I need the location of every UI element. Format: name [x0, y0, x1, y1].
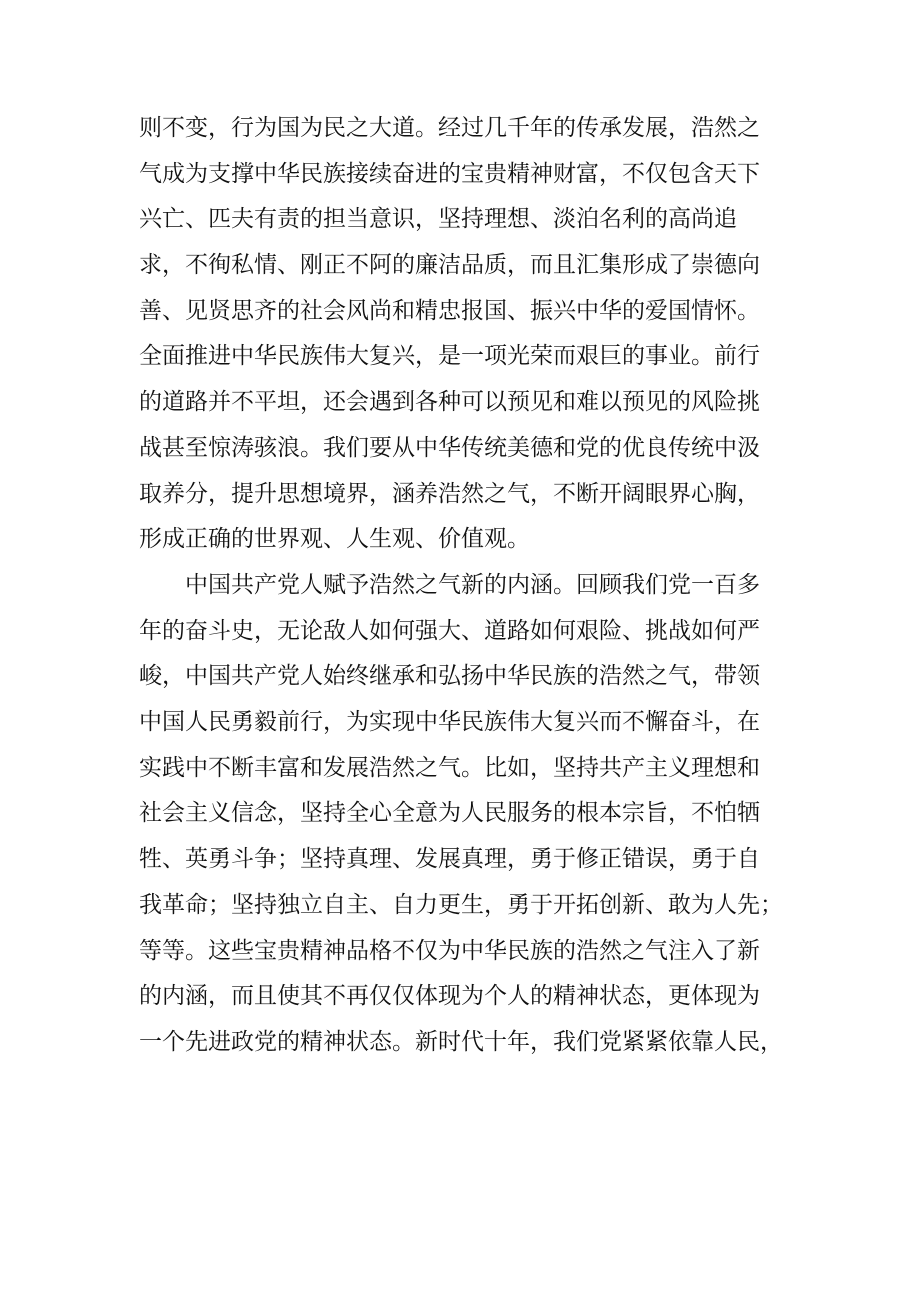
paragraph-line: 兴亡、匹夫有责的担当意识，坚持理想、淡泊名利的高尚追 — [139, 206, 737, 233]
paragraph-line: 我革命；坚持独立自主、自力更生，勇于开拓创新、敢为人先； — [139, 891, 783, 918]
paragraph-line: 的内涵，而且使其不再仅仅体现为个人的精神状态，更体现为 — [139, 983, 760, 1010]
paragraph-line: 善、见贤思齐的社会风尚和精忠报国、振兴中华的爱国情怀。 — [139, 297, 760, 324]
paragraph-line: 气成为支撑中华民族接续奋进的宝贵精神财富，不仅包含天下 — [139, 160, 760, 187]
paragraph-line: 年的奋斗史，无论敌人如何强大、道路如何艰险、挑战如何严 — [139, 617, 760, 644]
paragraph-line: 形成正确的世界观、人生观、价值观。 — [139, 526, 530, 553]
paragraph-line: 一个先进政党的精神状态。新时代十年，我们党紧紧依靠人民， — [139, 1028, 783, 1055]
paragraph-line: 峻，中国共产党人始终继承和弘扬中华民族的浩然之气，带领 — [139, 663, 760, 690]
paragraph-1 — [139, 106, 779, 563]
paragraph-line: 取养分，提升思想境界，涵养浩然之气，不断开阔眼界心胸， — [139, 480, 760, 507]
paragraph-line: 战甚至惊涛骇浪。我们要从中华传统美德和党的优良传统中汲 — [139, 434, 760, 461]
paragraph-line: 求，不徇私情、刚正不阿的廉洁品质，而且汇集形成了崇德向 — [139, 252, 760, 279]
paragraph-line: 全面推进中华民族伟大复兴，是一项光荣而艰巨的事业。前行 — [139, 343, 760, 370]
paragraph-line: 社会主义信念，坚持全心全意为人民服务的根本宗旨，不怕牺 — [139, 800, 760, 827]
paragraph-line: 中国共产党人赋予浩然之气新的内涵。回顾我们党一百多 — [185, 572, 760, 598]
paragraph-line: 实践中不断丰富和发展浩然之气。比如，坚持共产主义理想和 — [139, 754, 760, 781]
paragraph-line: 中国人民勇毅前行，为实现中华民族伟大复兴而不懈奋斗，在 — [139, 709, 760, 736]
paragraph-line: 等等。这些宝贵精神品格不仅为中华民族的浩然之气注入了新 — [139, 937, 760, 964]
paragraph-line: 则不变，行为国为民之大道。经过几千年的传承发展，浩然之 — [139, 115, 760, 141]
paragraph-line: 的道路并不平坦，还会遇到各种可以预见和难以预见的风险挑 — [139, 389, 760, 416]
paragraph-line: 牲、英勇斗争；坚持真理、发展真理，勇于修正错误，勇于自 — [139, 846, 760, 873]
paragraph-2 — [139, 563, 783, 1066]
